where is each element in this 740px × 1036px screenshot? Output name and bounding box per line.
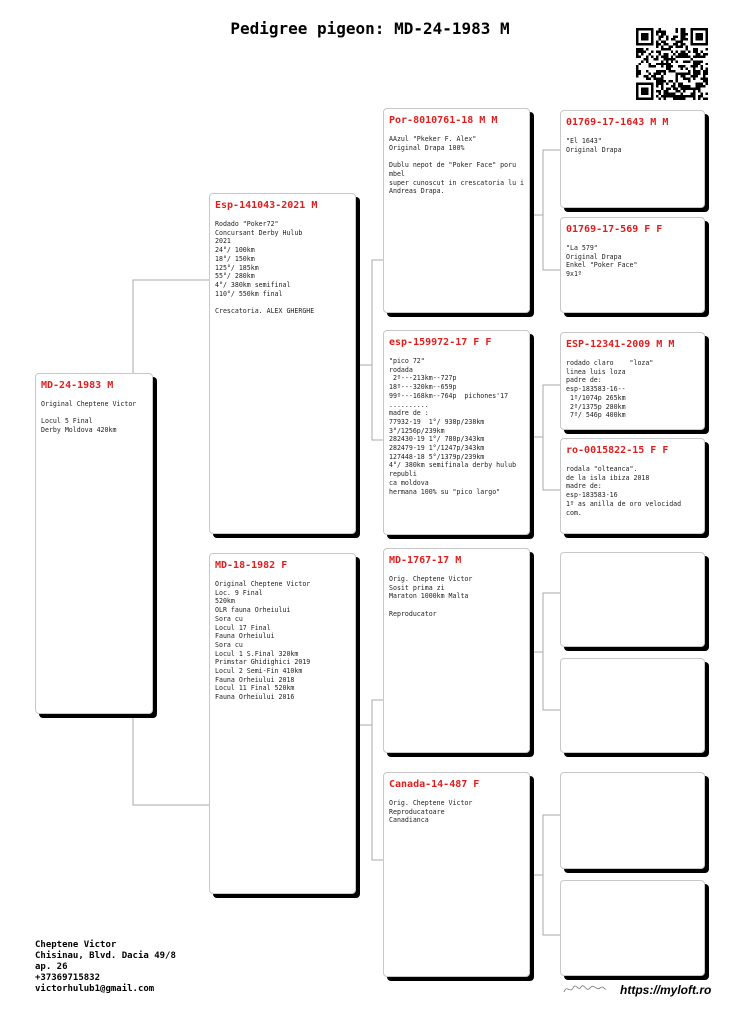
pigeon-card-sd-sire[interactable]: [560, 332, 705, 430]
pigeon-notes: "pico 72" rodada 2º---213km--727p 18º---320km--659p 99º---168km--764p pichones'17 .......... madre de : 77932-19 1°/ 938p/238km 3°/1256p/239km 282430-19 1°/ 780p/343km 282479-19 1°/1247p/343km 127448-18 5°/1379p/239km 4°/ 380km semifinala derby hulub republi ca moldova hermana 100% su "pico largo": [389, 357, 517, 496]
ring-number: esp-159972-17 F F: [389, 337, 492, 348]
pigeon-notes: Original Cheptene Victor Locul 5 Final Derby Moldova 420km: [41, 400, 137, 435]
owner-apartment: ap. 26: [35, 962, 68, 972]
pigeon-card-dam-sire[interactable]: [383, 548, 530, 753]
pigeon-card-sire[interactable]: [209, 193, 356, 534]
pigeon-card-dam-dam[interactable]: [383, 772, 530, 977]
pigeon-card-dd-sire[interactable]: [560, 772, 705, 869]
page-title: Pedigree pigeon: MD-24-1983 M: [230, 19, 510, 38]
ring-number: Por-8010761-18 M M: [389, 115, 498, 126]
owner-contact: [35, 940, 176, 995]
website-link[interactable]: https://myloft.ro: [620, 983, 712, 997]
pigeon-card-ss-sire[interactable]: [560, 110, 705, 208]
ring-number: 01769-17-1643 M M: [566, 117, 669, 128]
pigeon-card-sd-dam[interactable]: [560, 438, 705, 534]
ring-number: MD-1767-17 M: [389, 555, 462, 566]
owner-address: Chisinau, Blvd. Dacia 49/8: [35, 951, 176, 961]
ring-number: ESP-12341-2009 M M: [566, 339, 675, 350]
ring-number: ro-0015822-15 F F: [566, 445, 669, 456]
pigeon-card-sire-dam[interactable]: [383, 330, 530, 535]
pigeon-notes: "La 579" Original Drapa Enkel "Poker Face" 9x1º: [566, 244, 638, 279]
pigeon-card-dd-dam[interactable]: [560, 880, 705, 976]
ring-number: 01769-17-569 F F: [566, 224, 663, 235]
pigeon-notes: "El 1643" Original Drapa: [566, 137, 622, 154]
pigeon-notes: Orig. Cheptene Victor Sosit prima zi Maraton 1000km Malta Reproducator: [389, 575, 473, 618]
owner-phone: +37369715832: [35, 973, 101, 983]
ring-number: Canada-14-487 F: [389, 779, 480, 790]
owner-email[interactable]: victorhulub1@gmail.com: [35, 984, 155, 994]
pigeon-card-ds-dam[interactable]: [560, 658, 705, 753]
pigeon-notes: AAzul "Pkeker F. Alex" Original Drapa 100% Dublu nepot de "Poker Face" poru mbel super cunoscut in crescatoria lu i Andreas Drapa.: [389, 135, 524, 196]
pigeon-card-ss-dam[interactable]: [560, 217, 705, 313]
pigeon-card-dam[interactable]: [209, 553, 356, 894]
pigeon-notes: Rodado "Poker72" Concursant Derby Hulub 2021 24°/ 100km 18°/ 150km 125°/ 185km 55°/ 280km 4°/ 380km semifinal 110°/ 550km final Crescatoria. ALEX GHERGHE: [215, 220, 315, 316]
pigeon-notes: rodado claro "loza" linea luis loza padre de: esp-183583-16-- 1º/1074p 265km 2º/1375p 280km 7º/ 546p 400km: [566, 359, 654, 420]
pigeon-notes: rodala "olteanca". de la isla ibiza 2018 madre de: esp-183583-16 1º as anilla de oro velocidad com.: [566, 465, 682, 517]
pigeon-notes: Original Cheptene Victor Loc. 9 Final 520km OLR fauna Orheiului Sora cu Locul 17 Final Fauna Orheiului Sora cu Locul 1 S.Final 320km Primstar Ghidighici 2019 Locul 2 Semi-Fin 410km Fauna Orheiului 2018 Locul 11 Final 520km Fauna Orheiului 2016: [215, 580, 311, 702]
signature-image: [562, 982, 608, 996]
pigeon-card-subject[interactable]: [35, 373, 153, 714]
pigeon-card-sire-sire[interactable]: [383, 108, 530, 313]
ring-number: MD-18-1982 F: [215, 560, 288, 571]
pigeon-notes: Orig. Cheptene Victor Reproducatoare Canadianca: [389, 799, 473, 825]
owner-name: Cheptene Victor: [35, 940, 117, 950]
ring-number: MD-24-1983 M: [41, 380, 114, 391]
ring-number: Esp-141043-2021 M: [215, 200, 318, 211]
pigeon-card-ds-sire[interactable]: [560, 552, 705, 647]
